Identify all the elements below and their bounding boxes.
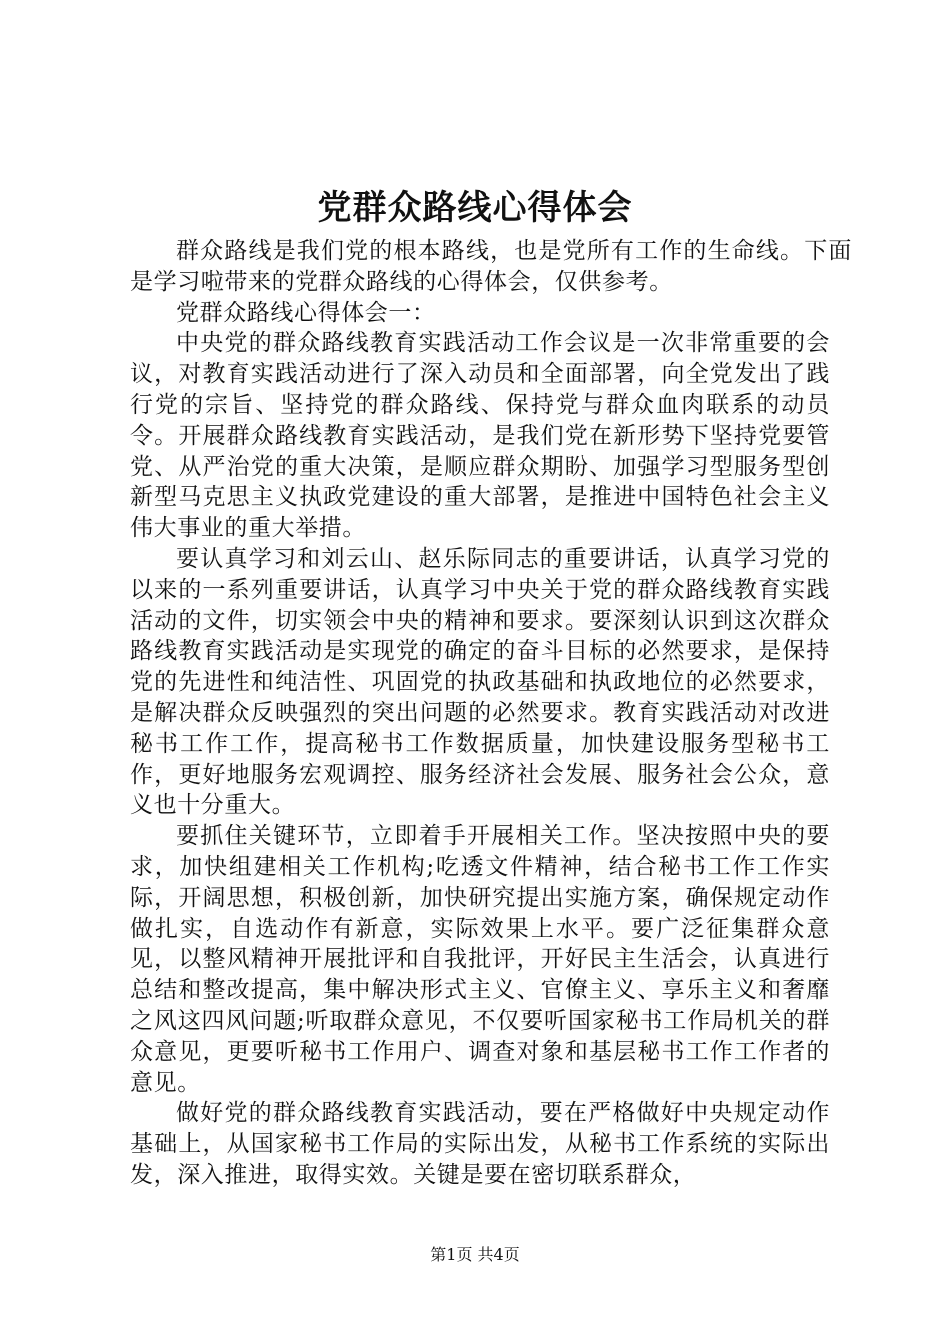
- paragraph-section-heading: 党群众路线心得体会一：: [176, 299, 436, 326]
- document-title: 党群众路线心得体会: [317, 188, 633, 228]
- paragraph-body: 做好党的群众路线教育实践活动，要在严格做好中央规定动作基础上，从国家秘书工作局的实际出发，从秘书工作系统的实际出发，深入推进，取得实效。关键是要在密切联系群众，: [130, 1100, 830, 1188]
- page-footer: 第1页 共4页: [430, 1245, 520, 1264]
- document-body: [130, 236, 852, 1191]
- paragraph-body: 中央党的群众路线教育实践活动工作会议是一次非常重要的会议，对教育实践活动进行了深入动员和全面部署，向全党发出了践行党的宗旨、坚持党的群众路线、保持党与群众血肉联系的动员令。开展群众路线教育实践活动，是我们党在新形势下坚持党要管党、从严治党的重大决策，是顺应群众期盼、加强学习型服务型创新型马克思主义执政党建设的重大部署，是推进中国特色社会主义伟大事业的重大举措。: [130, 330, 830, 542]
- paragraph-body: 要认真学习和刘云山、赵乐际同志的重要讲话，认真学习党的以来的一系列重要讲话，认真学习中央关于党的群众路线教育实践活动的文件，切实领会中央的精神和要求。要深刻认识到这次群众路线教育实践活动是实现党的确定的奋斗目标的必然要求，是保持党的先进性和纯洁性、巩固党的执政基础和执政地位的必然要求，是解决群众反映强烈的突出问题的必然要求。教育实践活动对改进秘书工作工作，提高秘书工作数据质量，加快建设服务型秘书工作，更好地服务宏观调控、服务经济社会发展、服务社会公众，意义也十分重大。: [130, 545, 830, 819]
- paragraph-body: 要抓住关键环节，立即着手开展相关工作。坚决按照中央的要求，加快组建相关工作机构;吃透文件精神，结合秘书工作工作实际，开阔思想，积极创新，加快研究提出实施方案，确保规定动作做扎实，自选动作有新意，实际效果上水平。要广泛征集群众意见，以整风精神开展批评和自我批评，开好民主生活会，认真进行总结和整改提高，集中解决形式主义、官僚主义、享乐主义和奢靡之风这四风问题;听取群众意见，不仅要听国家秘书工作局机关的群众意见，更要听秘书工作用户、调查对象和基层秘书工作工作者的意见。: [130, 823, 830, 1096]
- paragraph-intro: 群众路线是我们党的根本路线，也是党所有工作的生命线。下面是学习啦带来的党群众路线的心得体会，仅供参考。: [130, 238, 852, 295]
